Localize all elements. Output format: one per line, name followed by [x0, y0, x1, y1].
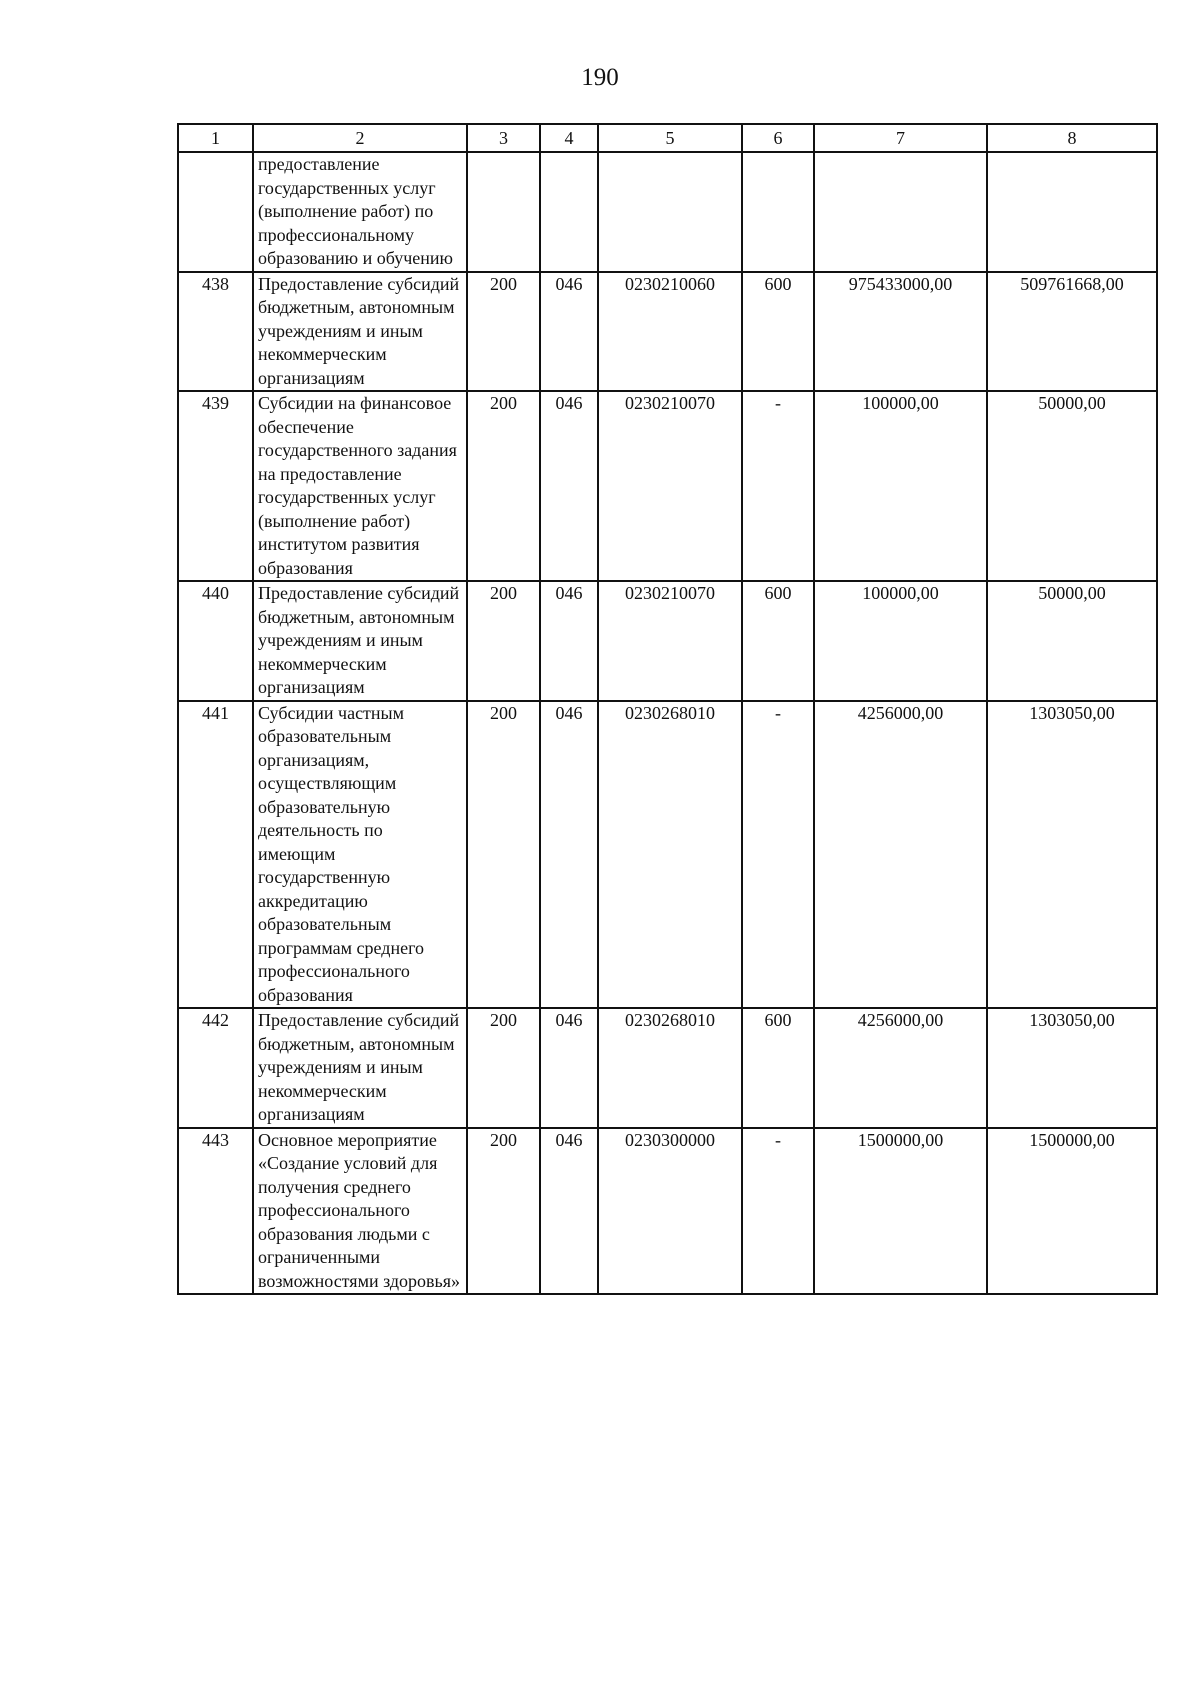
table-row: [178, 152, 1157, 272]
table-row: [178, 701, 1157, 1009]
code-cell: 046: [540, 272, 598, 392]
table-row: [178, 1008, 1157, 1128]
row-number-cell: 439: [178, 391, 253, 581]
amount-cell: [814, 152, 987, 272]
code-cell: [540, 152, 598, 272]
code-cell: 600: [742, 1008, 814, 1128]
code-cell: 600: [742, 581, 814, 701]
code-cell: -: [742, 1128, 814, 1295]
row-number-cell: 438: [178, 272, 253, 392]
page-number: 190: [581, 64, 619, 91]
code-cell: 0230268010: [598, 1008, 742, 1128]
column-header: 7: [814, 124, 987, 152]
column-header: 6: [742, 124, 814, 152]
budget-table: [177, 123, 1158, 1295]
amount-cell: 50000,00: [987, 581, 1157, 701]
row-number-cell: 441: [178, 701, 253, 1009]
row-number-cell: [178, 152, 253, 272]
code-cell: -: [742, 701, 814, 1009]
code-cell: 0230268010: [598, 701, 742, 1009]
table-row: [178, 581, 1157, 701]
code-cell: 046: [540, 1008, 598, 1128]
amount-cell: 1303050,00: [987, 1008, 1157, 1128]
code-cell: [742, 152, 814, 272]
amount-cell: 100000,00: [814, 391, 987, 581]
table-row: [178, 391, 1157, 581]
code-cell: 0230300000: [598, 1128, 742, 1295]
code-cell: 046: [540, 701, 598, 1009]
code-cell: 0230210060: [598, 272, 742, 392]
code-cell: 200: [467, 272, 540, 392]
code-cell: 200: [467, 701, 540, 1009]
amount-cell: [987, 152, 1157, 272]
code-cell: 0230210070: [598, 391, 742, 581]
amount-cell: 4256000,00: [814, 1008, 987, 1128]
item-name-cell: Предоставление субсидий бюджетным, автономным учреждениям и иным некоммерческим организациям: [253, 581, 467, 701]
code-cell: 046: [540, 391, 598, 581]
amount-cell: 1500000,00: [814, 1128, 987, 1295]
item-name-cell: Субсидии на финансовое обеспечение государственного задания на предоставление государственных услуг (выполнение работ) институтом развития образования: [253, 391, 467, 581]
code-cell: [598, 152, 742, 272]
column-number-row: [178, 124, 1157, 152]
item-name-cell: предоставление государственных услуг (выполнение работ) по профессиональному образованию и обучению: [253, 152, 467, 272]
item-name-cell: Предоставление субсидий бюджетным, автономным учреждениям и иным некоммерческим организациям: [253, 1008, 467, 1128]
code-cell: 046: [540, 581, 598, 701]
row-number-cell: 442: [178, 1008, 253, 1128]
item-name-cell: Основное мероприятие «Создание условий для получения среднего профессионального образования людьми с ограниченными возможностями здоровья»: [253, 1128, 467, 1295]
code-cell: -: [742, 391, 814, 581]
column-header: 5: [598, 124, 742, 152]
column-header: 4: [540, 124, 598, 152]
code-cell: 200: [467, 581, 540, 701]
code-cell: 200: [467, 1128, 540, 1295]
table-row: [178, 1128, 1157, 1295]
code-cell: 600: [742, 272, 814, 392]
amount-cell: 975433000,00: [814, 272, 987, 392]
code-cell: 046: [540, 1128, 598, 1295]
amount-cell: 1303050,00: [987, 701, 1157, 1009]
row-number-cell: 440: [178, 581, 253, 701]
column-header: 1: [178, 124, 253, 152]
amount-cell: 50000,00: [987, 391, 1157, 581]
amount-cell: 4256000,00: [814, 701, 987, 1009]
code-cell: 200: [467, 1008, 540, 1128]
column-header: 8: [987, 124, 1157, 152]
amount-cell: 509761668,00: [987, 272, 1157, 392]
item-name-cell: Субсидии частным образовательным организациям, осуществляющим образовательную деятельность по имеющим государственную аккредитацию образовательным программам среднего профессионального образования: [253, 701, 467, 1009]
column-header: 2: [253, 124, 467, 152]
item-name-cell: Предоставление субсидий бюджетным, автономным учреждениям и иным некоммерческим организациям: [253, 272, 467, 392]
code-cell: 0230210070: [598, 581, 742, 701]
table-row: [178, 272, 1157, 392]
amount-cell: 1500000,00: [987, 1128, 1157, 1295]
code-cell: 200: [467, 391, 540, 581]
row-number-cell: 443: [178, 1128, 253, 1295]
column-header: 3: [467, 124, 540, 152]
code-cell: [467, 152, 540, 272]
amount-cell: 100000,00: [814, 581, 987, 701]
